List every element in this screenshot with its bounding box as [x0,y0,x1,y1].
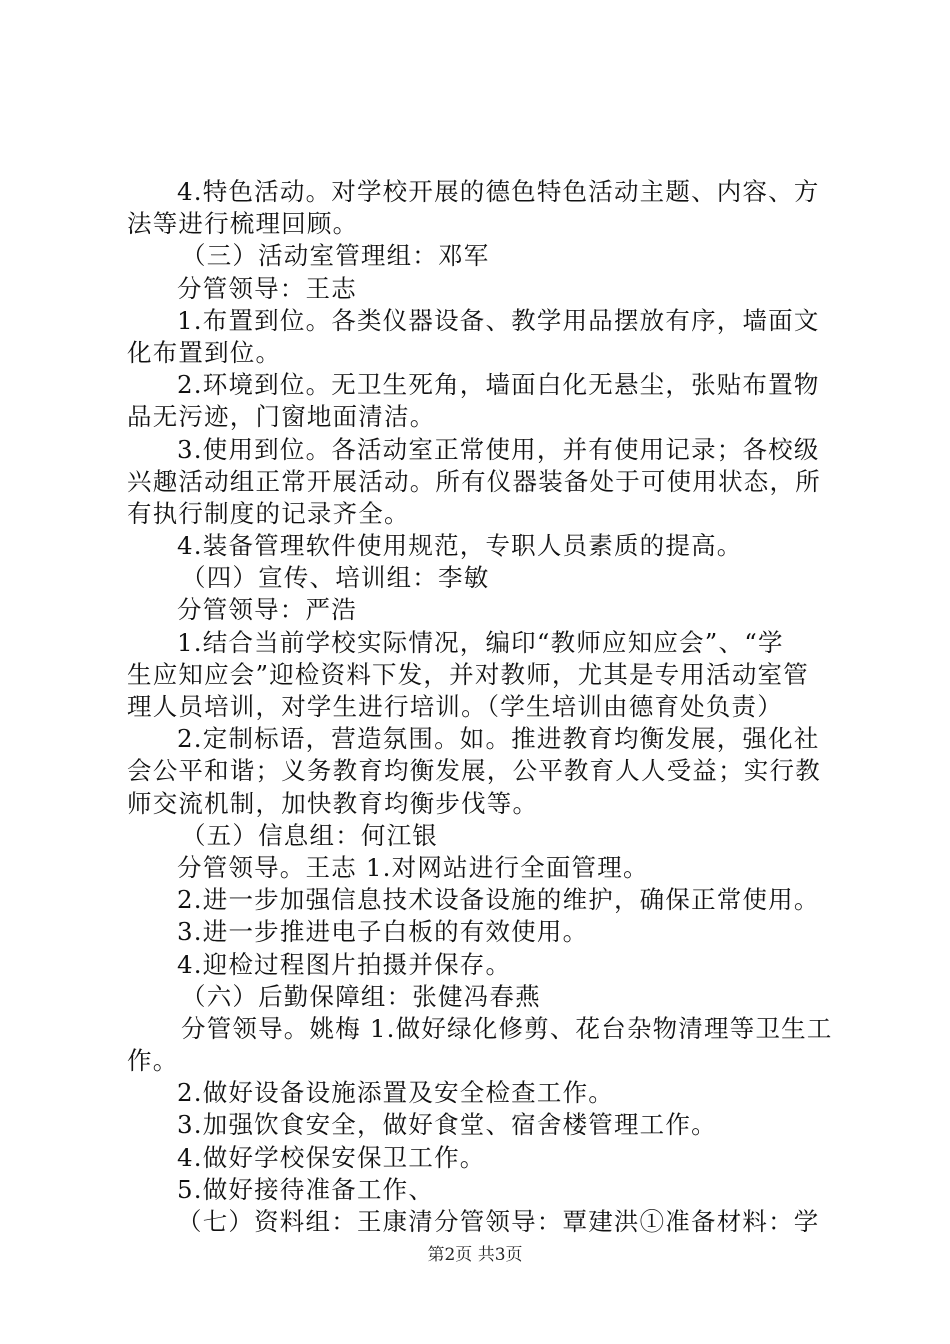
text-line: 分管领导。王志 1.对网站进行全面管理。 [177,852,649,882]
text-line: 2.做好设备设施添置及安全检查工作。 [177,1078,614,1108]
text-line: （六）后勤保障组：张健冯春燕 [181,981,541,1011]
text-line: 兴趣活动组正常开展活动。所有仪器装备处于可使用状态，所 [127,466,821,496]
text-line: 4.做好学校保安保卫工作。 [177,1142,486,1172]
text-line: 1.布置到位。各类仪器设备、教学用品摆放有序，墙面文 [177,305,820,335]
text-line: 2.进一步加强信息技术设备设施的维护，确保正常使用。 [177,885,820,915]
text-line: 法等进行梳理回顾。 [127,209,359,239]
text-line: 师交流机制，加快教育均衡步伐等。 [127,788,539,818]
text-line: 作。 [127,1046,179,1076]
text-line: 分管领导：严浩 [177,595,357,625]
text-line: 品无污迹，门窗地面清洁。 [127,402,436,432]
text-line: 会公平和谐；义务教育均衡发展，公平教育人人受益；实行教 [127,756,821,786]
text-line: 分管领导。姚梅 1.做好绿化修剪、花台杂物清理等卫生工 [181,1013,833,1043]
text-line: 3.使用到位。各活动室正常使用，并有使用记录；各校级 [177,434,820,464]
text-line: 分管领导：王志 [177,273,357,303]
text-line: 理人员培训，对学生进行培训。（学生培训由德育处负责） [127,692,783,721]
page-footer: 第2页 共3页 [427,1245,523,1265]
text-line: 4.迎检过程图片拍摄并保存。 [177,949,512,979]
text-line: 生应知应会”迎检资料下发，并对教师，尤其是专用活动室管 [127,659,809,689]
text-line: （五）信息组：何江银 [181,820,438,850]
text-line: 4.装备管理软件使用规范，专职人员素质的提高。 [177,531,743,561]
text-line: （四）宣传、培训组：李敏 [181,563,490,593]
text-line: 3.加强饮食安全，做好食堂、宿舍楼管理工作。 [177,1110,717,1140]
text-line: 有执行制度的记录齐全。 [127,498,410,528]
text-line: 1.结合当前学校实际情况，编印“教师应知应会”、“学 [177,627,784,657]
document-body [127,176,837,1238]
text-line: （三）活动室管理组：邓军 [181,241,490,271]
text-line: 化布置到位。 [127,337,282,367]
text-line: （七）资料组：王康清分管领导：覃建洪①准备材料：学 [177,1207,820,1236]
text-line: 2.环境到位。无卫生死角，墙面白化无悬尘，张贴布置物 [177,370,820,400]
text-line: 2.定制标语，营造氛围。如。推进教育均衡发展，强化社 [177,724,820,754]
text-line: 3.进一步推进电子白板的有效使用。 [177,917,589,947]
text-line: 5.做好接待准备工作、 [177,1174,435,1204]
text-line: 4.特色活动。对学校开展的德色特色活动主题、内容、方 [177,177,820,206]
